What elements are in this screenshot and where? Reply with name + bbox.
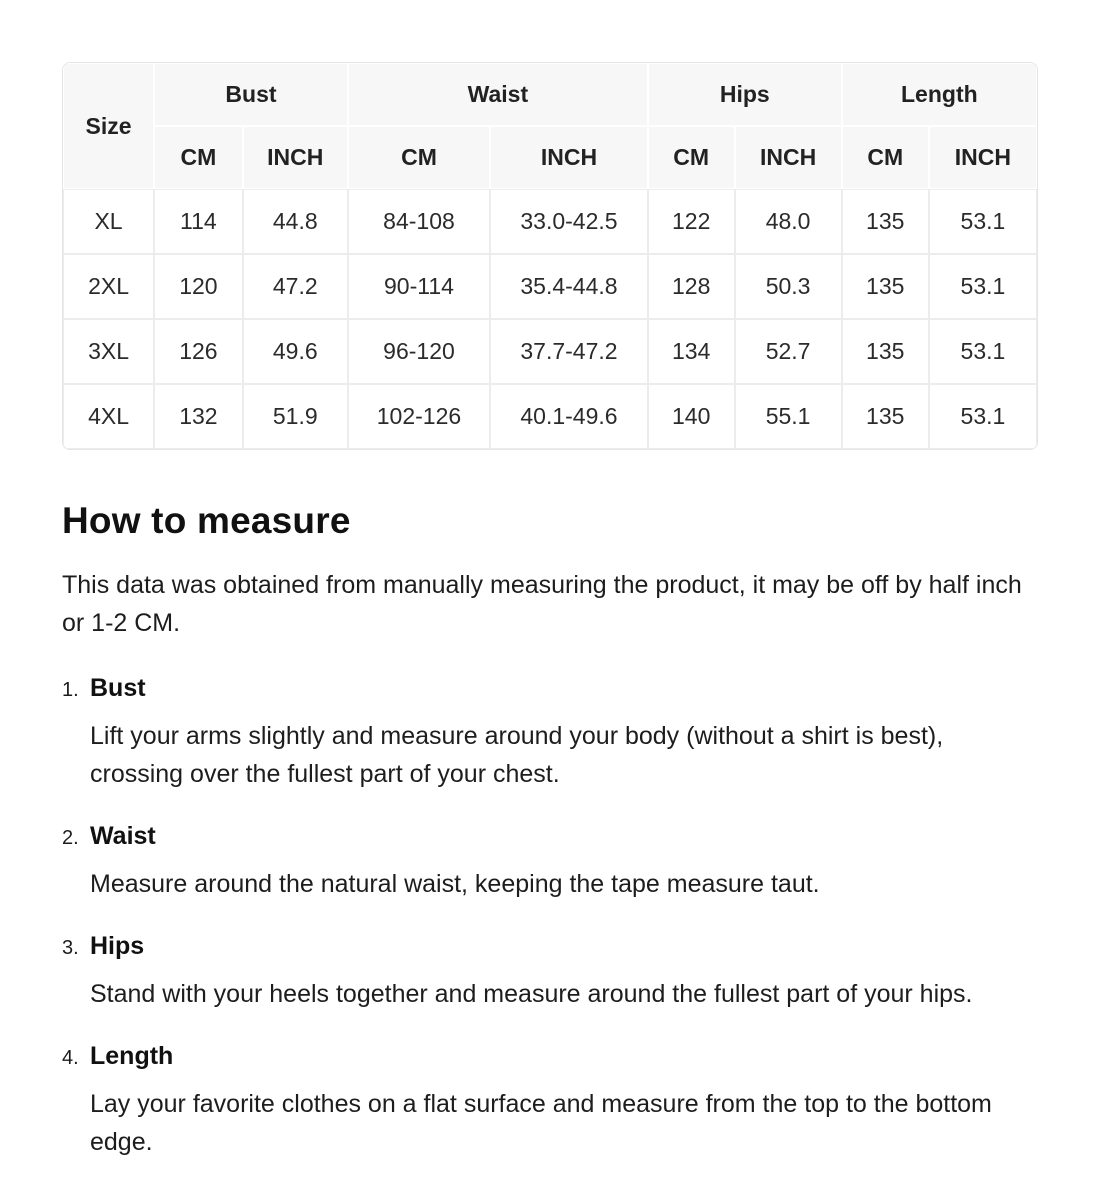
unit-header: INCH xyxy=(929,126,1037,189)
value-cell: 128 xyxy=(648,254,735,319)
value-cell: 35.4-44.8 xyxy=(490,254,648,319)
length-group-header: Length xyxy=(842,63,1037,126)
bust-group-header: Bust xyxy=(154,63,348,126)
table-row xyxy=(63,254,1037,319)
step-description: Measure around the natural waist, keeping the tape measure taut. xyxy=(90,870,820,898)
unit-header: CM xyxy=(648,126,735,189)
value-cell: 120 xyxy=(154,254,243,319)
step-head xyxy=(62,820,1038,852)
value-cell: 52.7 xyxy=(735,319,842,384)
size-column-header: Size xyxy=(63,63,154,189)
step-number: 4. xyxy=(62,1047,79,1069)
size-cell: XL xyxy=(63,189,154,254)
step-head xyxy=(62,930,1038,962)
value-cell: 135 xyxy=(842,384,929,449)
table-row xyxy=(63,189,1037,254)
value-cell: 90-114 xyxy=(348,254,490,319)
table-group-header-row xyxy=(63,63,1037,126)
step-title: Hips xyxy=(90,932,145,960)
value-cell: 135 xyxy=(842,319,929,384)
value-cell: 51.9 xyxy=(243,384,348,449)
value-cell: 49.6 xyxy=(243,319,348,384)
size-chart-table xyxy=(63,63,1037,449)
size-chart-table-container xyxy=(62,62,1038,450)
unit-header: INCH xyxy=(735,126,842,189)
value-cell: 33.0-42.5 xyxy=(490,189,648,254)
step-description: Lift your arms slightly and measure around your body (without a shirt is best), crossing over the fullest part of your chest. xyxy=(90,722,944,788)
value-cell: 48.0 xyxy=(735,189,842,254)
unit-header: INCH xyxy=(490,126,648,189)
value-cell: 55.1 xyxy=(735,384,842,449)
table-row xyxy=(63,319,1037,384)
step-title: Waist xyxy=(90,822,156,850)
hips-group-header: Hips xyxy=(648,63,842,126)
step-head xyxy=(62,672,1038,704)
list-item-waist xyxy=(62,820,1038,903)
value-cell: 37.7-47.2 xyxy=(490,319,648,384)
value-cell: 53.1 xyxy=(929,319,1037,384)
step-number: 3. xyxy=(62,937,79,959)
value-cell: 50.3 xyxy=(735,254,842,319)
step-number: 1. xyxy=(62,679,79,701)
step-title: Length xyxy=(90,1042,174,1070)
how-to-measure-heading: How to measure xyxy=(62,500,351,541)
value-cell: 53.1 xyxy=(929,384,1037,449)
waist-group-header: Waist xyxy=(348,63,648,126)
value-cell: 135 xyxy=(842,254,929,319)
step-description: Lay your favorite clothes on a flat surface and measure from the top to the bottom edge. xyxy=(90,1090,992,1156)
step-head xyxy=(62,1040,1038,1072)
value-cell: 47.2 xyxy=(243,254,348,319)
step-description: Stand with your heels together and measure around the fullest part of your hips. xyxy=(90,980,973,1008)
value-cell: 96-120 xyxy=(348,319,490,384)
value-cell: 140 xyxy=(648,384,735,449)
value-cell: 122 xyxy=(648,189,735,254)
table-unit-header-row xyxy=(63,126,1037,189)
how-to-measure-intro: This data was obtained from manually measuring the product, it may be off by half inch or 1-2 CM. xyxy=(62,571,1022,637)
unit-header: CM xyxy=(842,126,929,189)
size-cell: 2XL xyxy=(63,254,154,319)
value-cell: 102-126 xyxy=(348,384,490,449)
value-cell: 53.1 xyxy=(929,189,1037,254)
size-cell: 3XL xyxy=(63,319,154,384)
value-cell: 114 xyxy=(154,189,243,254)
value-cell: 126 xyxy=(154,319,243,384)
size-cell: 4XL xyxy=(63,384,154,449)
unit-header: CM xyxy=(154,126,243,189)
list-item-bust xyxy=(62,672,1038,793)
list-item-length xyxy=(62,1040,1038,1161)
value-cell: 53.1 xyxy=(929,254,1037,319)
value-cell: 135 xyxy=(842,189,929,254)
value-cell: 40.1-49.6 xyxy=(490,384,648,449)
unit-header: CM xyxy=(348,126,490,189)
value-cell: 132 xyxy=(154,384,243,449)
table-row xyxy=(63,384,1037,449)
value-cell: 84-108 xyxy=(348,189,490,254)
step-title: Bust xyxy=(90,674,146,702)
measure-steps-list xyxy=(62,672,1038,1161)
step-number: 2. xyxy=(62,827,79,849)
unit-header: INCH xyxy=(243,126,348,189)
list-item-hips xyxy=(62,930,1038,1013)
value-cell: 134 xyxy=(648,319,735,384)
value-cell: 44.8 xyxy=(243,189,348,254)
